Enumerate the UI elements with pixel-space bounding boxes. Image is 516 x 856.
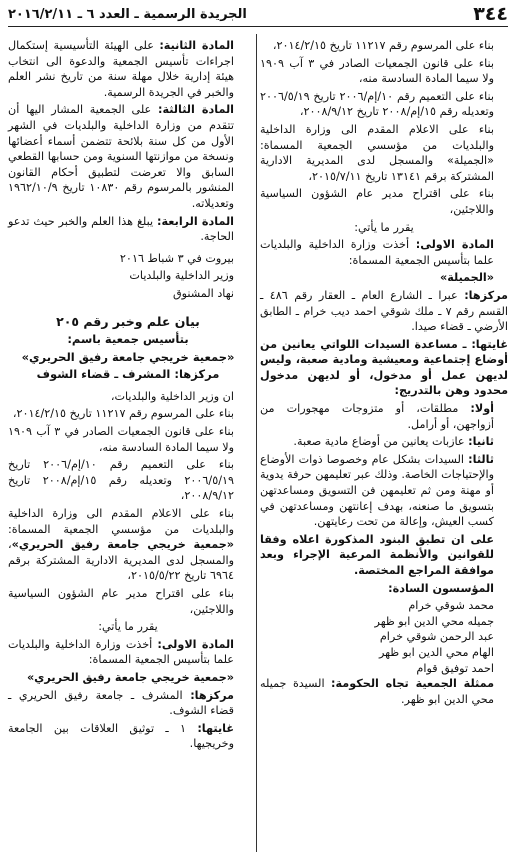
association-name: «الجميلة»	[440, 271, 494, 285]
left-column	[8, 38, 248, 754]
place-date: بيروت في ٣ شباط ٢٠١٦	[119, 251, 234, 265]
article-3	[8, 102, 248, 211]
preamble-item: بناء على اقتراح مدير عام الشؤون السياسية واللاجئين،	[260, 187, 494, 216]
goal-text: مطلقات، أو متزوجات مهجورات من أزواجهن، أو أرامل.	[260, 402, 494, 431]
hq-text: عبرا ـ الشارع العام ـ العقار رقم ٤٨٦ ـ القسم رقم ٧ ـ ملك شوقي احمد ديب خرام ـ الطابق الأرضي ـ قضاء صيدا.	[260, 288, 508, 334]
goals	[8, 721, 248, 752]
article-label: المادة الاولى:	[415, 238, 495, 252]
notice-association: «جمعية خريجي جامعة رفيق الحريري»	[21, 349, 235, 364]
decides-line: يقرر ما يأتي:	[354, 220, 414, 234]
founder-name: محمد شوقي خرام	[408, 599, 494, 613]
preamble-item: بناء على المرسوم رقم ١١٢١٧ تاريخ ٢٠١٤/٢/١٥،	[272, 39, 494, 52]
article-2	[8, 38, 248, 100]
notification-clause	[8, 506, 248, 584]
hq-label: مركزها:	[190, 688, 234, 702]
association-name: «جمعية خريجي جامعة رفيق الحريري»	[26, 670, 234, 684]
column-divider	[256, 34, 257, 852]
goals	[260, 337, 508, 399]
gazette-title: الجريدة الرسمية ـ العدد ٦ ـ ٢٠١٦/٢/١١	[8, 7, 247, 23]
goal-text: عازبات يعانين من أوضاع مادية صعبة.	[293, 435, 469, 449]
article-text: على الجمعية المشار اليها أن تتقدم من وزارة الداخلية والبلديات في الشهر الأول من كل سنة بلائحة تتضمن أسماء أعضائها ونسخة من موازنتها السنوية ومن حسابها القطعي السابق والا تعرضت لتطبيق أحكام القانون المنشور بالمرسوم رقم ١٠٨٣٠ تاريخ ١٩٦٢/١٠/٩ وتعديلاته.	[8, 103, 234, 210]
page-number: ٣٤٤	[473, 3, 508, 26]
headquarters	[8, 688, 248, 719]
goals-label: غايتها:	[197, 721, 234, 735]
founders-label: المؤسسون السادة:	[388, 581, 494, 595]
article-text: على الهيئة التأسيسية إستكمال اجراءات تأسيس الجمعية والدعوة الى انتخاب هيئة إدارية خلال مهلة سنة من تاريخ نشر العلم والخبر في الجريدة الرسمية.	[8, 39, 234, 99]
preamble-item: ان وزير الداخلية والبلديات،	[110, 389, 234, 403]
notif-text: بناء على الاعلام المقدم الى وزارة الداخلية والبلديات من مؤسسي الجمعية المسماة:	[8, 507, 234, 536]
rep-text: السيدة جميله محي الدين ابو ظهر.	[260, 677, 494, 706]
goal-first	[260, 401, 508, 432]
page-header	[8, 4, 508, 27]
article-label: المادة الاولى:	[157, 637, 234, 651]
spacer	[8, 304, 248, 312]
notice-headquarters: مركزها: المشرف ـ قضاء الشوف	[36, 367, 220, 382]
article-text: أخذت وزارة الداخلية والبلديات علما بتأسيس الجمعية المسماة:	[260, 238, 494, 267]
preamble-item: بناء على قانون الجمعيات الصادر في ٣ آب ١٩٠٩ ولا سيما المادة السادسة منه،	[260, 56, 494, 86]
decides-line: يقرر ما يأتي:	[98, 620, 158, 634]
article-text: يبلغ هذا العلم والخبر حيث تدعو الحاجة.	[8, 214, 234, 244]
founder-name: الهام محي الدين ابو ظهر	[378, 645, 494, 659]
founder-name: احمد توفيق قوام	[416, 661, 494, 675]
government-representative	[260, 676, 508, 707]
article-text: أخذت وزارة الداخلية والبلديات علما بتأسيس الجمعية المسماة:	[8, 637, 234, 667]
minister-name: نهاد المشنوق	[172, 286, 234, 300]
minister-title: وزير الداخلية والبلديات	[129, 269, 234, 283]
article-label: المادة الثانية:	[159, 39, 234, 52]
founder-name: جميله محي الدين ابو ظهر	[374, 614, 494, 628]
condition-clause: على ان تطبق البنود المذكورة اعلاه وفقا للقوانين والأنظمة المرعية الإجراء وبعد موافقة المراجع المختصة.	[260, 532, 494, 577]
goal-text: السيدات بشكل عام وخصوصا ذوات الأوضاع والإحتياجات الخاصة. وذلك عبر تعليمهن حرفة يدوية أو مهنة ومن ثم تعليمهن فن التسويق ومساعدتهن بتسويق ما صنعنه، بهدف إعانتهن ومساعدتهن في كسب العيش، وإعالة من تحت رعايتهن.	[260, 452, 494, 529]
article-label: المادة الرابعة:	[157, 214, 234, 228]
goal-label: ثانيا:	[468, 435, 494, 449]
preamble-item: بناء على المرسوم رقم ١١٢١٧ تاريخ ٢٠١٤/٢/١٥،	[12, 407, 234, 421]
headquarters	[260, 288, 508, 335]
article-label: المادة الثالثة:	[157, 103, 234, 117]
goal-second	[260, 434, 508, 450]
hq-text: المشرف ـ جامعة رفيق الحريري ـ قضاء الشوف.	[8, 688, 234, 718]
founder-name: عبد الرحمن شوقي خرام	[379, 630, 494, 644]
goals-text: ١ ـ توثيق العلاقات بين الجامعة وخريجيها.	[8, 721, 234, 751]
rep-label: ممثلة الجمعية تجاه الحكومة:	[331, 677, 494, 691]
right-column	[260, 38, 508, 709]
hq-label: مركزها:	[464, 288, 508, 302]
preamble-item: بناء على اقتراح مدير عام الشؤون السياسية واللاجئين،	[8, 587, 234, 616]
article-1	[8, 637, 248, 668]
notif-text: ، والمسجل لدى المديرية الادارية المشتركة برقم ٦٩٦٤ تاريخ ٢٠١٥/٥/٢٢،	[8, 538, 234, 583]
preamble-item: بناء على التعميم رقم ١٠/إم/٢٠٠٦ تاريخ ٢٠٠٦/٥/١٩ وتعديله رقم ١٥/إم/٢٠٠٨ تاريخ ٢٠٠٨/٩/١٢،	[8, 458, 234, 503]
preamble-item: بناء على التعميم رقم ١٠/إم/٢٠٠٦ تاريخ ٢٠٠٦/٥/١٩ وتعديله رقم ١٥/إم/٢٠٠٨ تاريخ ٢٠٠٨/٩/١٢،	[260, 89, 494, 119]
goal-label: أولا:	[470, 402, 494, 416]
notice-title: بيان علم وخبر رقم ٢٠٥	[56, 313, 200, 329]
notice-subtitle: بتأسيس جمعية باسم:	[67, 332, 189, 347]
goals-label: غايتها:	[471, 337, 508, 351]
goals-text: ـ مساعدة السيدات اللواتي يعانين من أوضاع إجتماعية ومعيشية ومادية صعبة، وليس لديهن عمل أو مدخول، أو لديهن مدخول محدود وهن بالتدريج:	[260, 337, 508, 398]
notif-name: «جمعية خريجي جامعة رفيق الحريري»	[11, 538, 234, 552]
preamble-item: بناء على الاعلام المقدم الى وزارة الداخلية والبلديات من مؤسسي الجمعية المسماة: «الجميلة» والمسجل لدى المديرية الادارية المشتركة برقم ١٣١٤١ تاريخ ٢٠١٥/٧/١١،	[260, 122, 494, 183]
goal-label: ثالثا:	[468, 452, 494, 466]
goal-third	[260, 452, 508, 530]
preamble-item: بناء على قانون الجمعيات الصادر في ٣ آب ١٩٠٩ ولا سيما المادة السادسة منه،	[8, 425, 234, 454]
article-4	[8, 214, 248, 245]
article-1	[260, 237, 508, 268]
